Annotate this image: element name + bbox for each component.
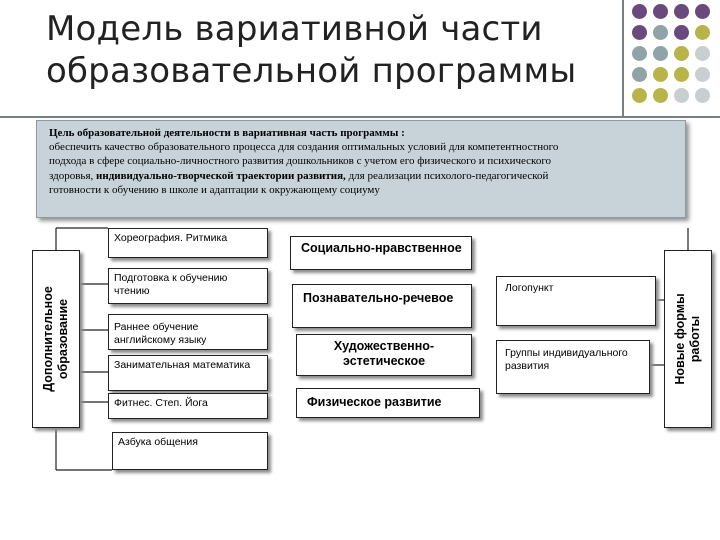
center-item-artistic-aesthetic: Художественно-эстетическое — [296, 334, 472, 376]
goal-text-line-5: готовности к обучению в школе и адаптации к окружающему социуму — [49, 183, 380, 196]
goal-text-line-3: подхода в сфере социально-личностного развития дошкольников с учетом его физического и психического — [49, 155, 552, 168]
left-item-fitness: Фитнес. Степ. Йога — [108, 393, 268, 419]
goal-emphasis: индивидуально-творческой траектории развития, — [96, 169, 346, 182]
left-item-english: Раннее обучение английскому языку — [108, 314, 268, 350]
additional-education-label-box — [32, 250, 80, 428]
title-line-1: Модель вариативной части — [46, 9, 543, 49]
additional-education-label: Дополнительное образование — [41, 286, 70, 392]
right-item-speech-therapy: Логопункт — [496, 276, 656, 326]
new-forms-label-box — [664, 250, 712, 428]
right-item-individual-groups: Группы индивидуального развития — [496, 340, 650, 394]
goal-heading: Цель образовательной деятельности в вариативная часть программы : — [49, 127, 405, 139]
new-forms-label: Новые формы работы — [673, 293, 702, 385]
center-item-cognitive-speech: Познавательно-речевое — [292, 284, 472, 328]
left-item-choreography: Хореография. Ритмика — [108, 228, 268, 258]
left-item-math: Занимательная математика — [108, 355, 268, 391]
center-item-social-moral: Социально-нравственное — [290, 236, 472, 270]
left-item-reading-prep: Подготовка к обучению чтению — [108, 268, 268, 304]
goal-text-line-4: здоровья, индивидуально-творческой траектории развития, для реализации психолого-педагогической — [49, 169, 549, 182]
goal-text-line-2: обеспечить качество образовательного процесса для создания оптимальных условий для компетентностного — [49, 141, 559, 154]
center-item-physical: Физическое развитие — [296, 388, 480, 418]
title-line-2: образовательной программы — [46, 51, 577, 91]
left-item-communication: Азбука общения — [112, 432, 268, 470]
